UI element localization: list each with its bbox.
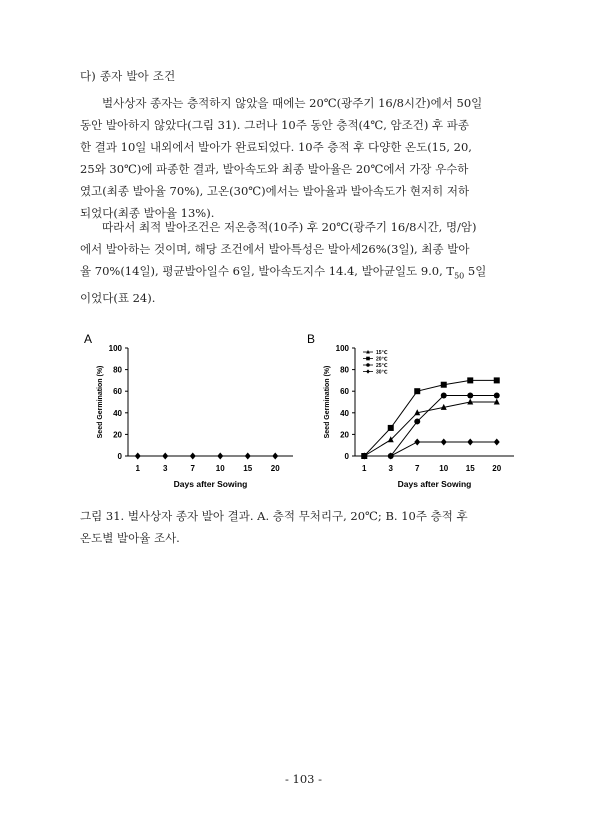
page-number: - 103 - [284,772,323,786]
legend-marker [366,357,370,361]
paragraph-line: 따라서 최적 발아조건은 저온층적(10주) 후 20℃(광주기 16/8시간, 명/암) [102,220,477,234]
panel-label: B [307,332,316,346]
y-tick-label: 100 [108,344,122,353]
data-point [441,382,447,388]
paragraph-germination-results [80,92,526,224]
data-point [245,453,251,460]
figure-31 [78,330,538,502]
x-tick-label: 3 [163,464,168,473]
x-tick-label: 15 [243,464,253,473]
paragraph-line: 에서 발아하는 것이며, 해당 조건에서 발아특성은 발아세26%(3일), 최종 발아 [80,242,470,256]
y-tick-label: 40 [113,408,122,418]
y-axis-title: Seed Germination (%) [324,365,331,439]
paragraph-line: 되었다(최종 발아율 13%). [80,206,215,220]
y-tick-label: 20 [113,430,122,440]
caption-line: 온도별 발아율 조사. [80,531,180,545]
legend-label: 15℃ [376,350,388,356]
t50-symbol: T [446,264,455,278]
data-point [494,438,500,445]
y-tick-label: 40 [340,408,349,418]
x-tick-label: 7 [190,464,195,473]
data-point [467,438,473,445]
x-tick-label: 3 [388,464,393,473]
data-point [441,393,447,399]
paragraph-line: 한 결과 10일 내외에서 발아가 완료되었다. 10주 층적 후 다양한 온도(15, 20, [80,140,472,154]
x-axis-title: Days after Sowing [173,479,248,489]
x-tick-label: 1 [135,464,140,473]
caption-line: 그림 31. 벌사상자 종자 발아 결과. A. 층적 무처리구, 20℃; B. 10주 층적 후 [80,509,468,523]
y-tick-label: 80 [340,365,349,375]
data-point [414,438,420,445]
y-tick-label: 60 [340,387,349,397]
series-line [364,396,497,456]
data-point [467,393,473,399]
t50-subscript: 50 [454,271,465,281]
y-tick-label: 0 [117,452,122,461]
paragraph-line: 였고(최종 발아율 70%), 고온(30℃)에서는 발아율과 발아속도가 현저히 저하 [80,184,470,198]
data-point [135,453,141,460]
y-tick-label: 80 [113,365,122,375]
y-tick-label: 20 [340,430,349,440]
panel-label: A [84,332,93,346]
germination-charts [78,330,538,502]
series-line [364,402,497,456]
x-tick-label: 20 [492,464,502,473]
paragraph-optimal-conditions [80,216,526,309]
paragraph-line: 벌사상자 종자는 층적하지 않았을 때에는 20℃(광주기 16/8시간)에서 50일 [102,96,483,110]
x-axis-title: Days after Sowing [397,479,472,489]
legend-label: 20℃ [376,356,388,363]
data-point [414,388,420,394]
y-tick-label: 100 [335,344,349,353]
x-tick-label: 1 [362,464,367,473]
data-point [441,438,447,445]
section-heading: 다) 종자 발아 조건 [80,69,176,83]
x-tick-label: 20 [270,464,280,473]
legend-label: 30℃ [376,369,388,376]
data-point [414,418,420,424]
data-point [494,393,500,399]
paragraph-text: 율 70%(14일), 평균발아일수 6일, 발아속도지수 14.4, 발아균일도 9.0, [80,264,447,278]
data-point [494,377,500,383]
paragraph-line: 동안 발아하지 않았다(그림 31). 그러나 10주 동안 층적(4℃, 암조건) 후 파종 [80,118,469,132]
x-tick-label: 10 [439,464,449,473]
paragraph-line: 이었다(표 24). [80,291,156,306]
y-axis-title: Seed Germination (%) [97,365,104,439]
legend-marker [366,369,370,373]
x-tick-label: 7 [415,464,420,473]
data-point [467,377,473,383]
paragraph-line [80,260,526,287]
paragraph-line: 25와 30℃)에 파종한 결과, 발아속도와 최종 발아율은 20℃에서 가장 우수하 [80,162,469,176]
data-point [162,453,168,460]
data-point [272,453,278,460]
y-tick-label: 0 [344,452,349,461]
figure-caption [80,505,526,549]
data-point [190,453,196,460]
data-point [217,453,223,460]
legend-marker [366,363,370,367]
x-tick-label: 10 [215,464,225,473]
paragraph-text: 5일 [464,264,487,278]
series-line [364,380,497,456]
y-tick-label: 60 [113,387,122,397]
legend-label: 25℃ [376,363,388,369]
x-tick-label: 15 [465,464,475,473]
data-point [388,425,394,431]
